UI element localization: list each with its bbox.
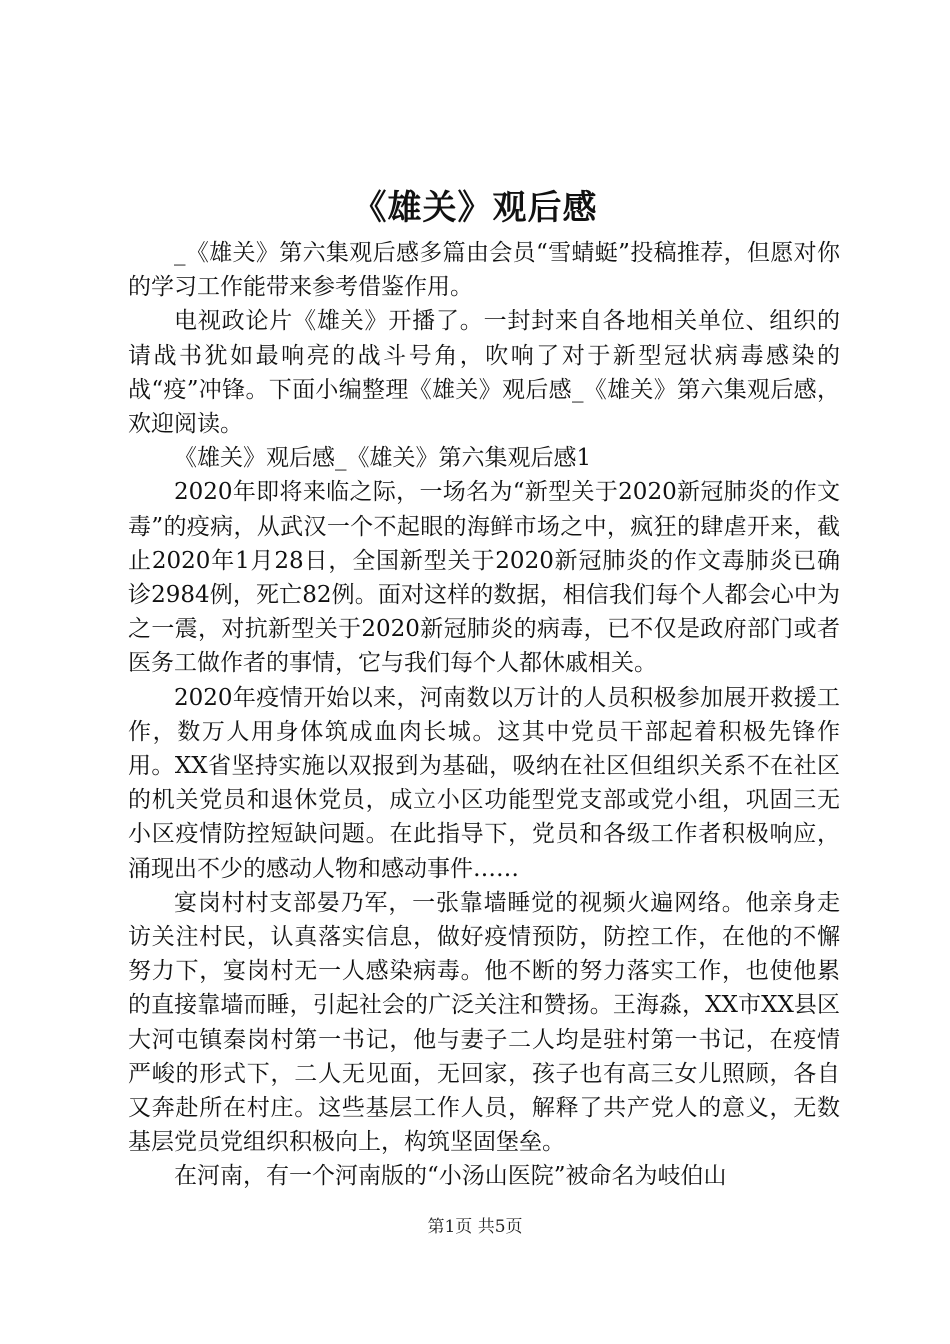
- paragraph-henan-rescue: 2020年疫情开始以来，河南数以万计的人员积极参加展开救援工作，数万人用身体筑成血肉长城。这其中党员干部起着积极先锋作用。XX省坚持实施以双报到为基础，吸纳在社区但组织关系不在社区的机关党员和退休党员，成立小区功能型党支部或党小组，巩固三无小区疫情防控短缺问题。在此指导下，党员和各级工作者积极响应，涌现出不少的感动人物和感动事件……: [128, 684, 840, 882]
- section-heading: 《雄关》观后感_《雄关》第六集观后感1: [174, 445, 592, 472]
- paragraph-summary: 电视政论片《雄关》开播了。一封封来自各地相关单位、组织的请战书犹如最响亮的战斗号角，吹响了对于新型冠状病毒感染的战“疫”冲锋。下面小编整理《雄关》观后感_《雄关》第六集观后感，欢迎阅读。: [128, 308, 840, 438]
- document-body: [128, 236, 840, 1194]
- paragraph-hospital: 在河南，有一个河南版的“小汤山医院”被命名为岐伯山: [174, 1163, 727, 1190]
- paragraph-epidemic-data: 2020年即将来临之际，一场名为“新型关于2020新冠肺炎的作文毒”的疫病，从武汉一个不起眼的海鲜市场之中，疯狂的肆虐开来，截止2020年1月28日，全国新型关于2020新冠肺炎的作文毒肺炎已确诊2984例，死亡82例。面对这样的数据，相信我们每个人都会心中为之一震，对抗新型关于2020新冠肺炎的病毒，已不仅是政府部门或者医务工做作者的事情，它与我们每个人都休戚相关。: [128, 479, 840, 677]
- paragraph-intro: _《雄关》第六集观后感多篇由会员“雪蜻蜓”投稿推荐，但愿对你的学习工作能带来参考借鉴作用。: [128, 240, 840, 301]
- document-title: 《雄关》观后感: [352, 188, 598, 228]
- paragraph-grassroots: 宴岗村村支部晏乃军，一张靠墙睡觉的视频火遍网络。他亲身走访关注村民，认真落实信息，做好疫情预防，防控工作，在他的不懈努力下，宴岗村无一人感染病毒。他不断的努力落实工作，也使他累的直接靠墙而睡，引起社会的广泛关注和赞扬。王海淼，XX市XX县区大河屯镇秦岗村第一书记，他与妻子二人均是驻村第一书记，在疫情严峻的形式下，二人无见面，无回家，孩子也有高三女儿照顾，各自又奔赴所在村庄。这些基层工作人员，解释了共产党人的意义，无数基层党员党组织积极向上，构筑坚固堡垒。: [128, 889, 840, 1156]
- page-footer: 第1页 共5页: [427, 1217, 523, 1237]
